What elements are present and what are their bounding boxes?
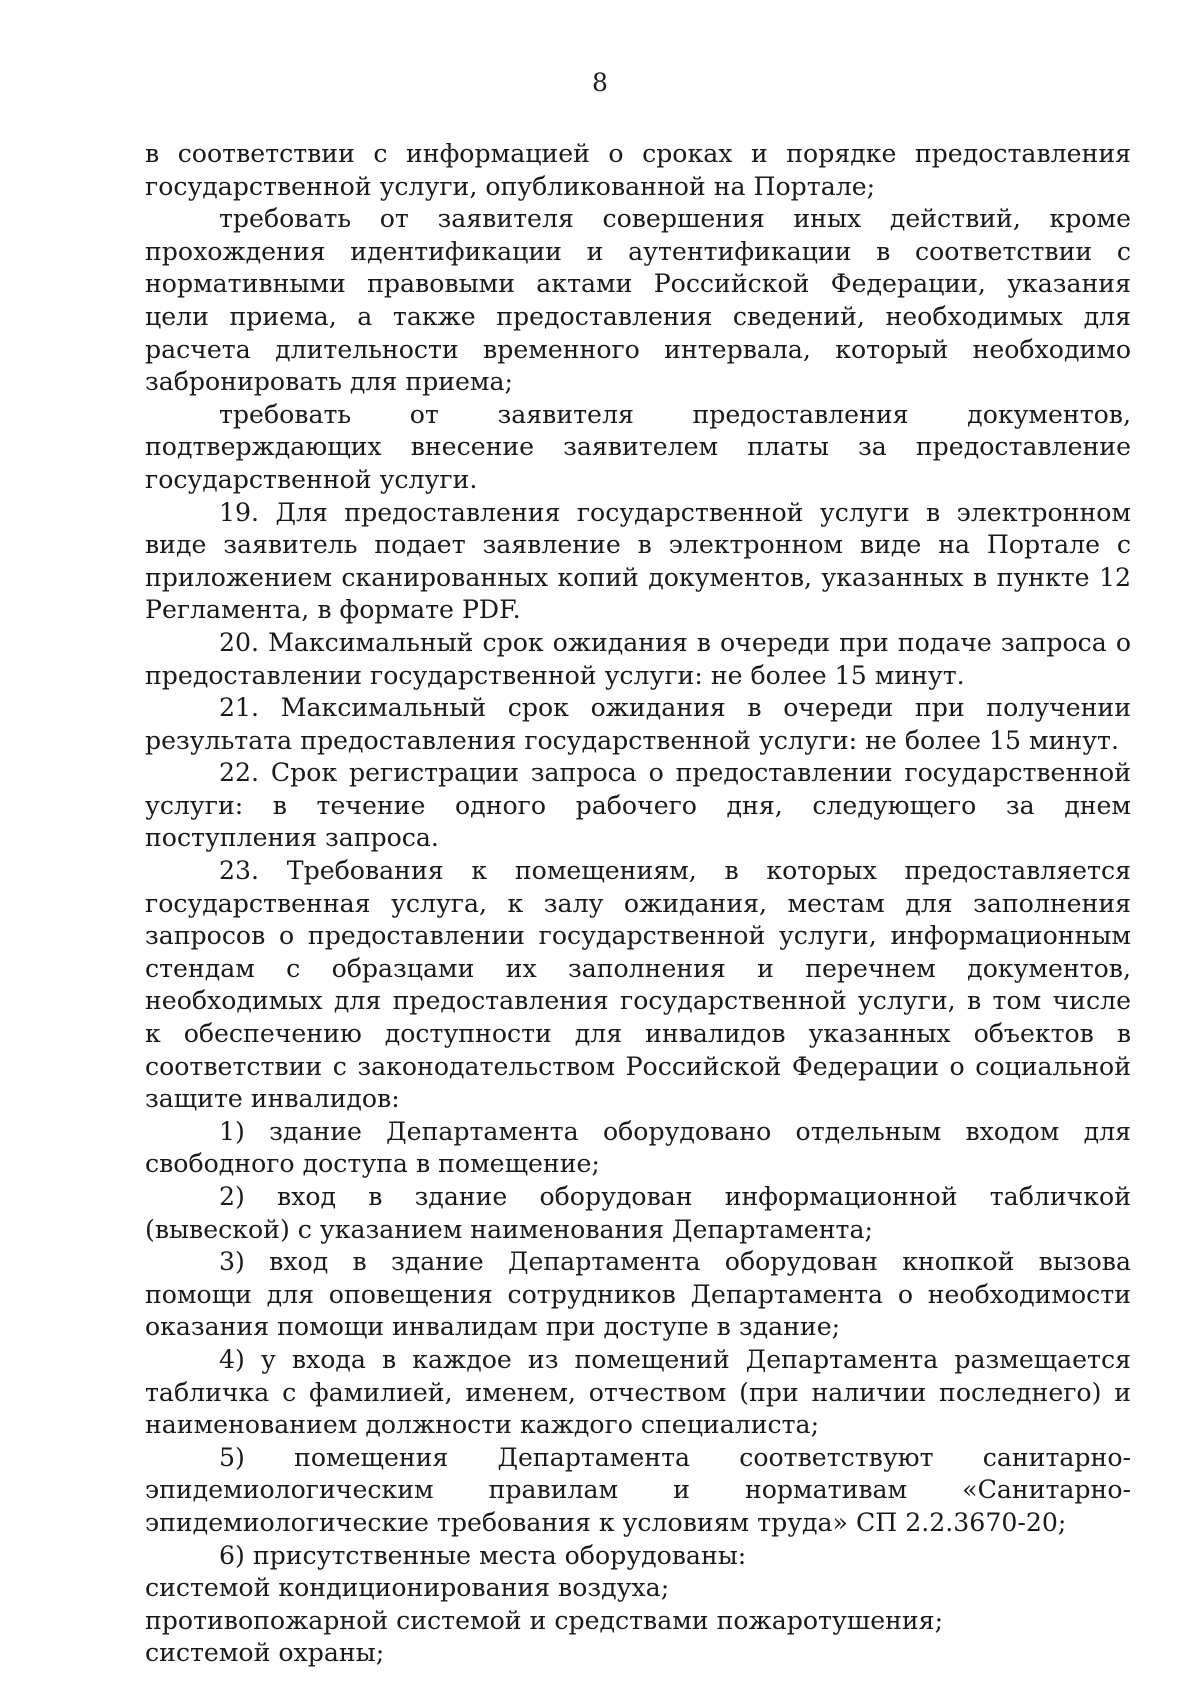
paragraph-item-23: 23. Требования к помещениям, в которых предоставляется государственная услуга, к залу ожидания, местам для заполнения запросов о предоставлении государственной услуги, информационным стендам с образцами их заполнения и перечнем документов, необходимых для предоставления государственной услуги, в том числе к обеспечению доступности для инвалидов указанных объектов в соответствии с законодательством Российской Федерации о социальной защите инвалидов: (145, 856, 1131, 1114)
list-item-5: 5) помещения Департамента соответствуют санитарно-эпидемиологическим правилам и нормативам «Санитарно-эпидемиологические требования к условиям труда» СП 2.2.3670-20; (145, 1442, 1131, 1537)
document-body (145, 138, 1131, 1670)
page-number: 8 (592, 68, 608, 97)
sub-list-item: системой кондиционирования воздуха; (145, 1573, 670, 1603)
paragraph: в соответствии с информацией о сроках и порядке предоставления государственной услуги, опубликованной на Портале; (145, 139, 1131, 201)
paragraph-item-21: 21. Максимальный срок ожидания в очереди при получении результата предоставления государственной услуги: не более 15 минут. (145, 693, 1131, 755)
sub-list-item: противопожарной системой и средствами пожаротушения; (145, 1605, 944, 1635)
list-item-1: 1) здание Департамента оборудовано отдельным входом для свободного доступа в помещение; (145, 1116, 1131, 1179)
list-item-3: 3) вход в здание Департамента оборудован кнопкой вызова помощи для оповещения сотрудников Департамента о необходимости оказания помощи инвалидам при доступе в здание; (145, 1247, 1131, 1342)
paragraph: требовать от заявителя совершения иных действий, кроме прохождения идентификации и аутентификации в соответствии с нормативными правовыми актами Российской Федерации, указания цели приема, а также предоставления сведений, необходимых для расчета длительности временного интервала, который необходимо забронировать для приема; (145, 204, 1131, 397)
list-item-6: 6) присутственные места оборудованы: (219, 1540, 747, 1570)
paragraph: требовать от заявителя предоставления документов, подтверждающих внесение заявителем платы за предоставление государственной услуги. (145, 399, 1131, 494)
sub-list-item: системой охраны; (145, 1638, 385, 1668)
list-item-4: 4) у входа в каждое из помещений Департамента размещается табличка с фамилией, именем, отчеством (при наличии последнего) и наименованием должности каждого специалиста; (145, 1344, 1131, 1440)
paragraph-item-19: 19. Для предоставления государственной услуги в электронном виде заявитель подает заявление в электронном виде на Портале с приложением сканированных копий документов, указанных в пункте 12 Регламента, в формате PDF. (145, 497, 1131, 625)
paragraph-item-22: 22. Срок регистрации запроса о предоставлении государственной услуги: в течение одного рабочего дня, следующего за днем поступления запроса. (145, 758, 1131, 853)
paragraph-item-20: 20. Максимальный срок ожидания в очереди при подаче запроса о предоставлении государственной услуги: не более 15 минут. (145, 627, 1131, 690)
list-item-2: 2) вход в здание оборудован информационной табличкой (вывеской) с указанием наименования Департамента; (145, 1182, 1131, 1244)
